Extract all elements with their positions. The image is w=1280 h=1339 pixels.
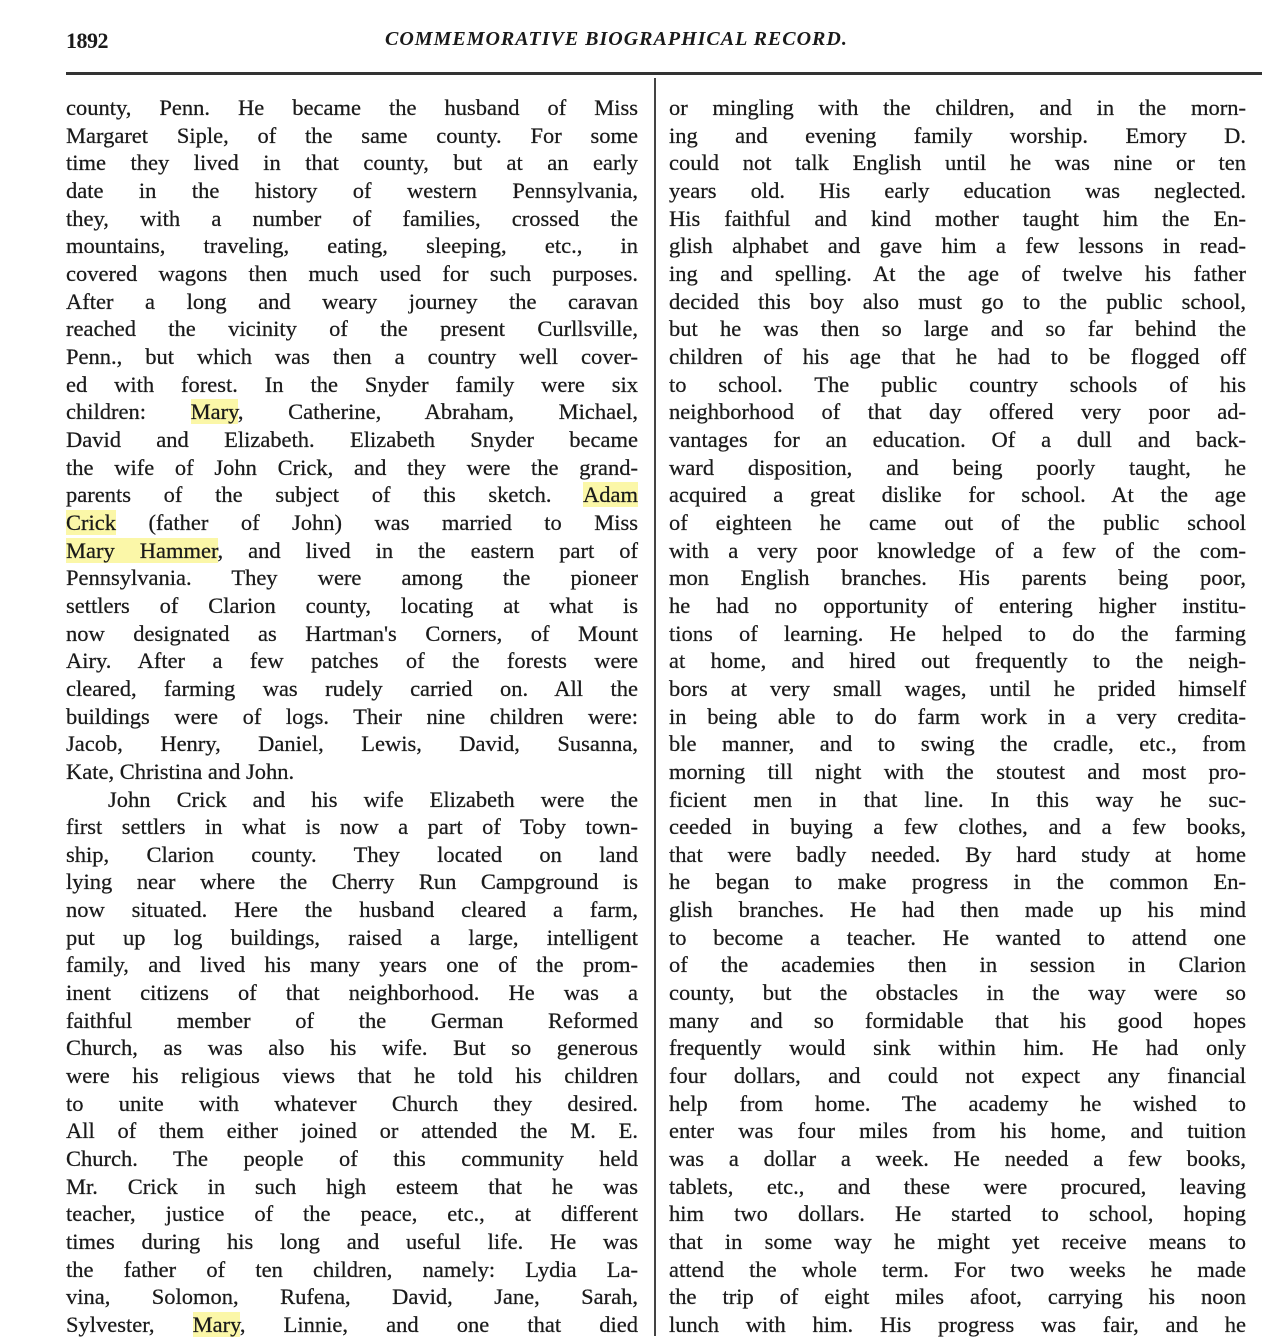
text-line: could not talk English until he was nine or ten	[669, 150, 1246, 176]
text-line: of the academies then in session in Clarion	[669, 952, 1246, 978]
header-rule	[66, 72, 1262, 75]
text-line: now situated. Here the husband cleared a farm,	[66, 897, 638, 923]
text-line: family, and lived his many years one of the prom-	[66, 952, 638, 978]
text-line: of eighteen he came out of the public school	[669, 509, 1246, 535]
text-line: the wife of John Crick, and they were the grand-	[66, 454, 638, 480]
text-line: now designated as Hartman's Corners, of Mount	[66, 620, 638, 646]
text-line: buildings were of logs. Their nine children were:	[66, 703, 638, 729]
text-line: glish alphabet and gave him a few lessons in read-	[669, 233, 1246, 259]
text-line: inent citizens of that neighborhood. He was a	[66, 980, 638, 1006]
text-line: ceeded in buying a few clothes, and a few books,	[669, 814, 1246, 840]
text-segment: Sylvester,	[66, 1312, 193, 1338]
text-line: Airy. After a few patches of the forests were	[66, 648, 638, 674]
text-line: him two dollars. He started to school, hoping	[669, 1201, 1246, 1227]
text-line: settlers of Clarion county, locating at what is	[66, 592, 638, 618]
text-line: mon English branches. His parents being poor,	[669, 565, 1246, 591]
text-line: ward disposition, and being poorly taught, he	[669, 454, 1246, 480]
text-segment: , and lived in the eastern part of	[217, 537, 638, 563]
text-line: His faithful and kind mother taught him the En-	[669, 205, 1246, 231]
text-line: he began to make progress in the common En-	[669, 869, 1246, 895]
text-line: to become a teacher. He wanted to attend one	[669, 924, 1246, 950]
text-line: times during his long and useful life. He was	[66, 1229, 638, 1255]
text-line: All of them either joined or attended the M. E.	[66, 1118, 638, 1144]
text-line: lying near where the Cherry Run Campground is	[66, 869, 638, 895]
text-line: neighborhood of that day offered very poor ad-	[669, 399, 1246, 425]
text-line: ed with forest. In the Snyder family were six	[66, 371, 638, 397]
text-line: ship, Clarion county. They located on land	[66, 841, 638, 867]
text-line: four dollars, and could not expect any financial	[669, 1063, 1246, 1089]
text-line: county, but the obstacles in the way were so	[669, 980, 1246, 1006]
text-line: After a long and weary journey the caravan	[66, 288, 638, 314]
highlighted-text: Mary	[192, 1312, 240, 1338]
text-line: Jacob, Henry, Daniel, Lewis, David, Susanna,	[66, 731, 638, 757]
text-line: children of his age that he had to be flogged off	[669, 343, 1246, 369]
text-line: or mingling with the children, and in the morn-	[669, 95, 1246, 120]
text-line: but he was then so large and so far behind the	[669, 316, 1246, 342]
text-line: in being able to do farm work in a very credita-	[669, 703, 1246, 729]
text-line: the trip of eight miles afoot, carrying his noon	[669, 1284, 1246, 1310]
text-line: vantages for an education. Of a dull and back-	[669, 426, 1246, 452]
running-title: COMMEMORATIVE BIOGRAPHICAL RECORD.	[385, 28, 848, 50]
text-line: John Crick and his wife Elizabeth were the	[108, 786, 638, 812]
text-segment: , Linnie, and one that died	[239, 1312, 639, 1338]
text-line: enter was four miles from his home, and tuition	[669, 1118, 1246, 1144]
text-line: glish branches. He had then made up his mind	[669, 897, 1246, 923]
text-line: covered wagons then much used for such purposes.	[66, 260, 638, 286]
text-line: ing and spelling. At the age of twelve his father	[669, 260, 1246, 286]
highlighted-text: Mary Hammer	[66, 537, 218, 563]
text-line: first settlers in what is now a part of Toby town-	[66, 814, 638, 840]
text-line: reached the vicinity of the present Curllsville,	[66, 316, 638, 342]
page-number: 1892	[66, 28, 108, 53]
text-line: were his religious views that he told his children	[66, 1063, 638, 1089]
text-line: Kate, Christina and John.	[66, 758, 295, 784]
text-line: Penn., but which was then a country well cover-	[66, 343, 638, 369]
text-line	[66, 398, 638, 426]
text-line: tablets, etc., and these were procured, leaving	[669, 1173, 1246, 1199]
text-line: Church, as was also his wife. But so generous	[66, 1035, 638, 1061]
column-divider	[654, 78, 656, 1336]
text-line: David and Elizabeth. Elizabeth Snyder became	[66, 426, 638, 452]
highlighted-text: Mary	[190, 399, 238, 425]
text-line: to unite with whatever Church they desired.	[66, 1090, 638, 1116]
text-line: Mr. Crick in such high esteem that he was	[66, 1173, 638, 1199]
text-line: bors at very small wages, until he prided himself	[669, 675, 1246, 701]
text-line: mountains, traveling, eating, sleeping, etc., in	[66, 233, 638, 259]
text-line: to school. The public country schools of his	[669, 371, 1246, 397]
text-line: morning till night with the stoutest and most pro-	[669, 758, 1246, 784]
text-line: Margaret Siple, of the same county. For some	[66, 122, 638, 148]
text-line	[66, 537, 638, 565]
text-line: they, with a number of families, crossed the	[66, 205, 638, 231]
text-line: at home, and hired out frequently to the neigh-	[669, 648, 1246, 674]
text-line: he had no opportunity of entering higher institu-	[669, 592, 1246, 618]
text-line: Pennsylvania. They were among the pioneer	[66, 565, 638, 591]
text-line: decided this boy also must go to the public school,	[669, 288, 1246, 314]
text-line: put up log buildings, raised a large, intelligent	[66, 924, 638, 950]
text-line: faithful member of the German Reformed	[66, 1007, 638, 1033]
text-line	[66, 1311, 638, 1339]
text-line: lunch with him. His progress was fair, and he	[669, 1312, 1246, 1338]
text-line: was a dollar a week. He needed a few books,	[669, 1146, 1246, 1172]
text-segment: (father of John) was married to Miss	[116, 509, 638, 535]
text-segment: , Catherine, Abraham, Michael,	[237, 399, 638, 425]
text-line: that were badly needed. By hard study at home	[669, 841, 1246, 867]
text-line: time they lived in that county, but at an early	[66, 150, 638, 176]
text-line: ficient men in that line. In this way he suc-	[669, 786, 1246, 812]
text-line	[66, 481, 638, 509]
text-line: with a very poor knowledge of a few of the com-	[669, 537, 1246, 563]
text-line: tions of learning. He helped to do the farming	[669, 620, 1246, 646]
text-line: cleared, farming was rudely carried on. All the	[66, 675, 638, 701]
text-line: years old. His early education was neglected.	[669, 177, 1246, 203]
text-line: acquired a great dislike for school. At the age	[669, 482, 1246, 508]
text-line: frequently would sink within him. He had only	[669, 1035, 1246, 1061]
highlighted-text: Adam	[583, 482, 638, 508]
text-line: vina, Solomon, Rufena, David, Jane, Sarah,	[66, 1284, 638, 1310]
text-line: the father of ten children, namely: Lydia La-	[66, 1256, 638, 1282]
text-line: teacher, justice of the peace, etc., at different	[66, 1201, 638, 1227]
text-segment: children:	[66, 399, 191, 425]
text-line: ing and evening family worship. Emory D.	[669, 122, 1246, 148]
text-line: attend the whole term. For two weeks he made	[669, 1256, 1246, 1282]
text-line: many and so formidable that his good hopes	[669, 1007, 1246, 1033]
text-line	[66, 509, 638, 537]
text-segment: parents of the subject of this sketch.	[66, 482, 583, 508]
highlighted-text: Crick	[66, 509, 116, 535]
text-line: Church. The people of this community held	[66, 1146, 638, 1172]
text-line: that in some way he might yet receive means to	[669, 1229, 1246, 1255]
text-line: ble manner, and to swing the cradle, etc., from	[669, 731, 1246, 757]
text-line: county, Penn. He became the husband of Miss	[66, 95, 638, 120]
text-line: help from home. The academy he wished to	[669, 1090, 1246, 1116]
text-line: date in the history of western Pennsylvania,	[66, 177, 638, 203]
